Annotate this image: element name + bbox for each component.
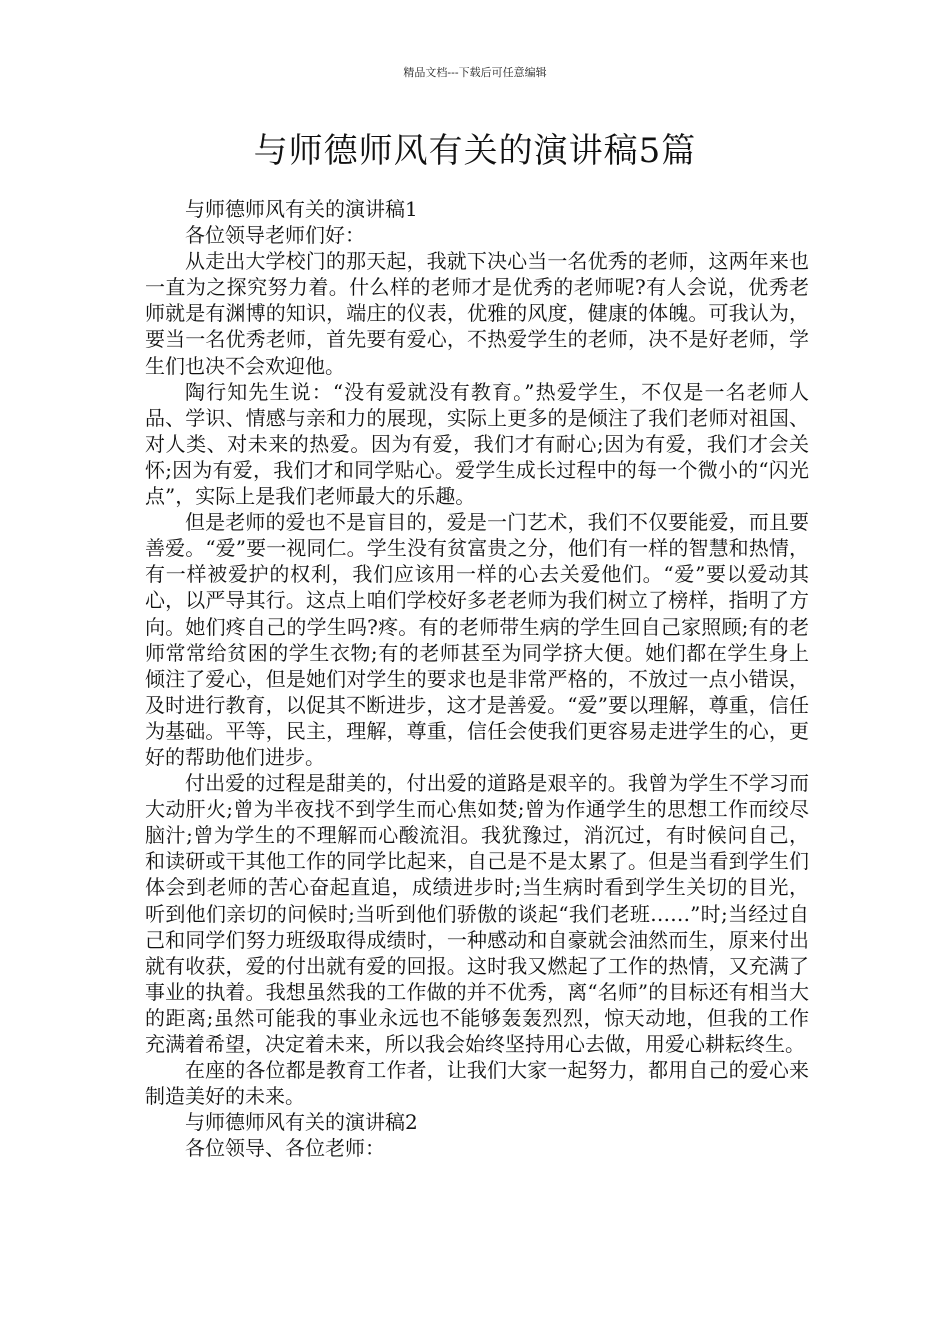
section-heading-1: 与师德师风有关的演讲稿1 xyxy=(185,197,418,221)
salutation-1: 各位领导老师们好： xyxy=(185,223,365,248)
document-body xyxy=(145,196,809,1161)
body-paragraph: 在座的各位都是教育工作者，让我们大家一起努力，都用自己的爱心来制造美好的未来。 xyxy=(145,1058,809,1109)
document-title: 与师德师风有关的演讲稿5篇 xyxy=(253,131,697,171)
page-header: 精品文档---下载后可任意编辑 xyxy=(403,66,547,79)
body-paragraph: 陶行知先生说：“没有爱就没有教育。”热爱学生，不仅是一名老师人品、学识、情感与亲和力的展现，实际上更多的是倾注了我们老师对祖国、对人类、对未来的热爱。因为有爱，我们才有耐心;因为有爱，我们才会关怀;因为有爱，我们才和同学贴心。爱学生成长过程中的每一个微小的“闪光点”，实际上是我们老师最大的乐趣。 xyxy=(145,379,809,509)
section-heading-2: 与师德师风有关的演讲稿2 xyxy=(185,1110,418,1135)
body-paragraph: 但是老师的爱也不是盲目的，爱是一门艺术，我们不仅要能爱，而且要善爱。“爱”要一视同仁。学生没有贫富贵之分，他们有一样的智慧和热情，有一样被爱护的权利，我们应该用一样的心去关爱他们。“爱”要以爱动其心，以严导其行。这点上咱们学校好多老老师为我们树立了榜样，指明了方向。她们疼自己的学生吗?疼。有的老师带生病的学生回自己家照顾;有的老师常常给贫困的学生衣物;有的老师甚至为同学挤大便。她们都在学生身上倾注了爱心，但是她们对学生的要求也是非常严格的，不放过一点小错误，及时进行教育，以促其不断进步，这才是善爱。“爱”要以理解，尊重，信任为基础。平等，民主，理解，尊重，信任会使我们更容易走进学生的心，更好的帮助他们进步。 xyxy=(145,510,809,769)
body-paragraph: 从走出大学校门的那天起，我就下决心当一名优秀的老师，这两年来也一直为之探究努力着。什么样的老师才是优秀的老师呢?有人会说，优秀老师就是有渊博的知识，端庄的仪表，优雅的风度，健康的体魄。可我认为，要当一名优秀老师，首先要有爱心，不热爱学生的老师，决不是好老师，学生们也决不会欢迎他。 xyxy=(145,249,809,378)
salutation-2: 各位领导、各位老师： xyxy=(185,1136,385,1161)
body-paragraph: 付出爱的过程是甜美的，付出爱的道路是艰辛的。我曾为学生不学习而大动肝火;曾为半夜找不到学生而心焦如焚;曾为作通学生的思想工作而绞尽脑汁;曾为学生的不理解而心酸流泪。我犹豫过，消沉过，有时候问自己，和读研或干其他工作的同学比起来，自己是不是太累了。但是当看到学生们体会到老师的苦心奋起直追，成绩进步时;当生病时看到学生关切的目光，听到他们亲切的问候时;当听到他们骄傲的谈起“我们老班……”时;当经过自己和同学们努力班级取得成绩时，一种感动和自豪就会油然而生，原来付出就有收获，爱的付出就有爱的回报。这时我又燃起了工作的热情，又充满了事业的执着。我想虽然我的工作做的并不优秀，离“名师”的目标还有相当大的距离;虽然可能我的事业永远也不能够轰轰烈烈，惊天动地，但我的工作充满着希望，决定着未来，所以我会始终坚持用心去做，用爱心耕耘终生。 xyxy=(145,771,809,1056)
